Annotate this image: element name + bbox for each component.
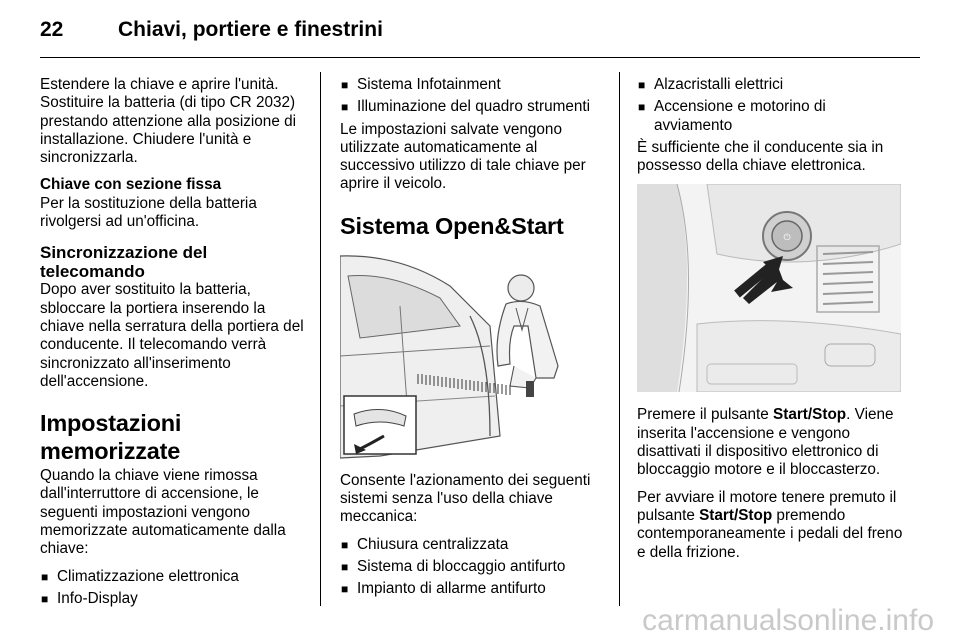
list-item: ■ Alzacristalli elettrici <box>638 76 784 93</box>
start-stop-label: Start/Stop <box>699 506 773 524</box>
column-divider-2 <box>619 72 620 606</box>
openstart-list <box>340 536 606 599</box>
page-header <box>40 14 920 54</box>
press-start-stop-text: Premere il pulsante Start/Stop. Viene inserita l'accensione e vengono disattivati il dispositivo elettronico di bloccaggio motore e il bloccasterzo. <box>637 406 894 479</box>
fixed-key-text: Per la sostituzione della batteria rivolgersi ad un'officina. <box>40 194 257 231</box>
start-stop-illustration <box>637 184 901 392</box>
saved-settings-text: Le impostazioni salvate vengono utilizzate automaticamente al successivo utilizzo di tale chiave per aprire il veicolo. <box>340 120 586 193</box>
list-item: ■ Sistema di bloccaggio antifurto <box>341 557 566 575</box>
memory-list <box>40 568 306 609</box>
list-item: ■ Illuminazione del quadro strumenti <box>341 98 590 116</box>
list-item: ■ Accensione e motorino di avviamento <box>638 98 826 134</box>
memory-text: Quando la chiave viene rimossa dall'interruttore di accensione, le seguenti impostazioni vengono memorizzate automaticamente dalla chiave: <box>40 467 286 558</box>
bullet-icon: ■ <box>41 591 49 606</box>
bullet-icon: ■ <box>341 100 349 115</box>
memory-heading: Impostazioni memorizzate <box>40 410 182 465</box>
bullet-icon: ■ <box>341 559 349 574</box>
bullet-icon: ■ <box>341 582 349 597</box>
list-item: ■ Info-Display <box>41 589 138 607</box>
start-stop-label: Start/Stop <box>773 406 847 424</box>
column-divider-1 <box>320 72 321 606</box>
openstart-text: Consente l'azionamento dei seguenti sistemi senza l'uso della chiave meccanica: <box>340 471 591 526</box>
openstart-list-continued <box>637 76 903 135</box>
header-rule <box>40 57 920 58</box>
openstart-illustration <box>340 246 606 462</box>
bullet-icon: ■ <box>341 78 349 92</box>
bullet-icon: ■ <box>41 569 49 584</box>
svg-text:⏻: ⏻ <box>783 232 791 243</box>
bullet-icon: ■ <box>341 537 349 552</box>
column-2 <box>340 76 606 603</box>
list-item: ■ Sistema Infotainment <box>341 76 501 93</box>
fixed-key-heading: Chiave con sezione fissa <box>40 176 222 194</box>
start-engine-text: Per avviare il motore tenere premuto il pulsante Start/Stop premendo contemporaneamente i pedali del freno e della frizione. <box>637 488 903 561</box>
start-stop-button-figure-icon <box>637 184 901 392</box>
memory-list-continued <box>340 76 606 117</box>
column-1 <box>40 76 306 612</box>
bullet-icon: ■ <box>638 78 646 92</box>
bullet-icon: ■ <box>638 100 646 115</box>
page-number: 22 <box>40 18 64 41</box>
list-item: ■ Chiusura centralizzata <box>341 535 509 553</box>
list-item: ■ Impianto di allarme antifurto <box>341 580 546 598</box>
openstart-heading: Sistema Open&Start <box>340 212 564 239</box>
battery-paragraph: Estendere la chiave e aprire l'unità. Sostituire la batteria (di tipo CR 2032) prestando attenzione alla posizione di installazione. Chiudere l'unità e sincronizzarla. <box>40 76 296 167</box>
column-3 <box>637 76 903 571</box>
sync-heading: Sincronizzazione del telecomando <box>40 243 208 282</box>
driver-key-text: È sufficiente che il conducente sia in possesso della chiave elettronica. <box>637 138 884 175</box>
chapter-title: Chiavi, portiere e finestrini <box>118 18 383 41</box>
sync-text: Dopo aver sostituito la batteria, sbloccare la portiera inserendo la chiave nella serratura della portiera del conducente. Il telecomando verrà sincronizzato all'inserimento dell'accensione. <box>40 281 304 390</box>
car-door-figure-icon <box>340 246 606 462</box>
list-item: ■ Climatizzazione elettronica <box>41 567 239 585</box>
watermark: carmanualsonline.info <box>642 604 934 637</box>
